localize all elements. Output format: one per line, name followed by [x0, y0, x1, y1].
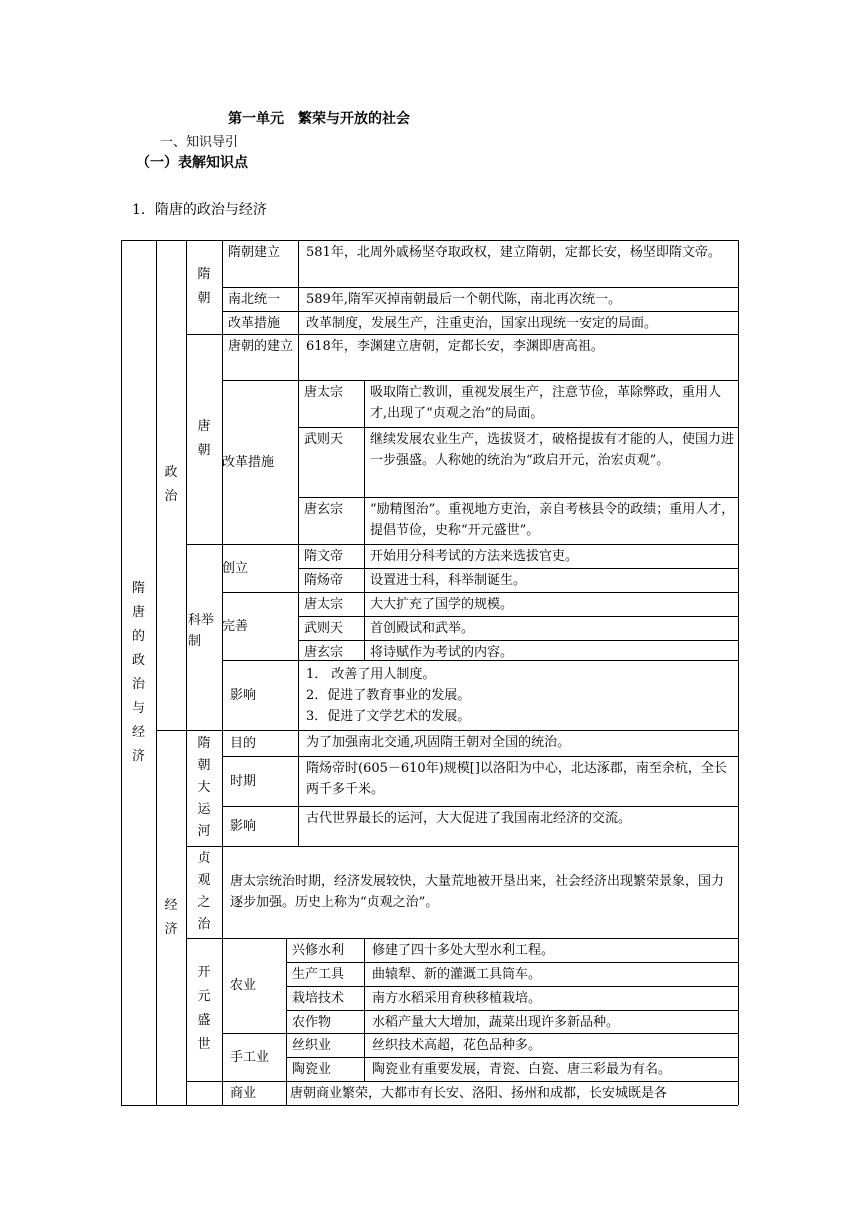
keju-create-text: 开始用分科考试的方法来选拔官吏。	[370, 549, 579, 564]
keju-improve-label: 完善	[222, 618, 249, 634]
keju-improve-who: 唐太宗	[304, 597, 344, 612]
root-label: 隋 唐 的 政 治 与 经 济	[131, 580, 145, 764]
canal-row-label: 目的	[230, 735, 257, 751]
zhenguan-label: 贞 观 之 治	[197, 851, 211, 932]
table-rule	[222, 806, 738, 807]
table-rule	[298, 616, 738, 617]
agri-key: 生产工具	[292, 967, 345, 982]
craft-text: 陶瓷业有重要发展，青瓷、白瓷、唐三彩最为有名。	[372, 1062, 672, 1077]
commerce-label: 商业	[230, 1086, 257, 1101]
zhenguan-text: 唐太宗统治时期，经济发展较快，大量荒地被开垦出来，社会经济出现繁荣景象，国力逐步加强。历史上称为“贞观之治”。	[230, 874, 725, 910]
canal-row-text: 隋炀帝时(605－610年)规模[]以洛阳为中心，北达涿郡，南至余杭，全长两千多千米。	[306, 761, 727, 797]
table-rule	[286, 1057, 738, 1058]
sui-row-label: 南北统一	[228, 292, 281, 307]
keju-create-who: 隋文帝	[304, 549, 344, 564]
agri-text: 南方水稻采用育秧移植栽培。	[372, 991, 542, 1006]
tang-reform-text: 继续发展农业生产，选拔贤才，破格提拔有才能的人，使国力进一步强盛。人称她的统治为“政启开元，治宏贞观”。	[370, 432, 735, 468]
table-rule	[298, 334, 299, 380]
agri-label: 农业	[230, 977, 257, 993]
kaiyuan-label: 开 元 盛 世	[197, 965, 211, 1052]
tang-reform-text: 吸取隋亡教训，重视发展生产，注意节俭，革除弊政，重用人才,出现了“贞观之治”的局面。	[370, 385, 722, 421]
tang-label: 唐 朝	[197, 419, 211, 458]
agri-text: 修建了四十多处大型水利工程。	[372, 943, 555, 958]
canal-label: 隋 朝 大 运 河	[197, 736, 211, 839]
tang-reform-who: 唐太宗	[304, 385, 344, 400]
keju-effect-label: 影响	[230, 687, 257, 703]
subsection-heading: （一）表解知识点	[136, 155, 248, 171]
keju-effect-item: 2．促进了教育事业的发展。	[306, 688, 471, 703]
table-rule	[298, 427, 738, 428]
agri-text: 水稻产量大大增加，蔬菜出现许多新品种。	[372, 1015, 620, 1030]
tang-reform-text: “励精图治”。重视地方吏治，亲自考核县令的政绩；重用人才，提倡节俭，史称“开元盛世”。	[370, 502, 735, 538]
tang-reform-who: 唐玄宗	[304, 502, 344, 517]
tang-reform-label: 改革措施	[222, 454, 275, 470]
craft-key: 丝织业	[292, 1038, 332, 1053]
table-rule	[298, 497, 738, 498]
sui-row-label: 隋朝建立	[228, 245, 281, 260]
agri-key: 兴修水利	[292, 943, 345, 958]
politics-label: 政 治	[164, 465, 178, 504]
table-rule	[286, 986, 738, 987]
keju-effect-item: 3．促进了文学艺术的发展。	[306, 709, 471, 724]
canal-row-text: 古代世界最长的运河，大大促进了我国南北经济的交流。	[306, 811, 632, 826]
table-rule	[222, 311, 738, 312]
table-rule	[286, 962, 738, 963]
keju-create-label: 创立	[222, 560, 249, 576]
keju-improve-text: 将诗赋作为考试的内容。	[370, 645, 514, 660]
tang-reform-who: 武则天	[304, 432, 344, 447]
keju-improve-who: 唐玄宗	[304, 645, 344, 660]
commerce-text: 唐朝商业繁荣，大都市有长安、洛阳、扬州和成都，长安城既是各	[290, 1086, 668, 1101]
table-rule	[298, 568, 738, 569]
sui-row-text: 589年,隋军灭掉南朝最后一个朝代陈，南北再次统一。	[306, 292, 621, 307]
keju-create-who: 隋炀帝	[304, 573, 344, 588]
keju-label: 科举制	[188, 613, 215, 649]
canal-row-label: 时期	[230, 773, 257, 789]
keju-effect-item: 1． 改善了用人制度。	[306, 667, 436, 682]
table-rule	[286, 1010, 738, 1011]
agri-key: 农作物	[292, 1015, 332, 1030]
craft-text: 丝织技术高超，花色品种多。	[372, 1038, 542, 1053]
table-rule	[222, 287, 738, 288]
craft-label: 手工业	[230, 1049, 270, 1065]
sui-row-text: 581年，北周外戚杨坚夺取政权，建立隋朝，定都长安，杨坚即隋文帝。	[306, 245, 721, 260]
tang-found-text: 618年，李渊建立唐朝，定都长安，李渊即唐高祖。	[306, 339, 604, 354]
page-title: 第一单元 繁荣与开放的社会	[228, 111, 410, 127]
table-rule	[298, 640, 738, 641]
table-rule	[121, 1105, 738, 1106]
economy-label: 经 济	[164, 897, 178, 937]
sui-row-text: 改革制度，发展生产，注重吏治，国家出现统一安定的局面。	[306, 316, 658, 331]
sui-row-label: 改革措施	[228, 316, 281, 331]
keju-create-text: 设置进士科，科举制诞生。	[370, 573, 527, 588]
canal-row-text: 为了加强南北交通,巩固隋王朝对全国的统治。	[306, 735, 571, 750]
table-rule	[222, 756, 738, 757]
table-rule	[222, 660, 738, 661]
craft-key: 陶瓷业	[292, 1062, 332, 1077]
table-caption: 1．隋唐的政治与经济	[132, 202, 267, 218]
sui-label: 隋 朝	[197, 267, 211, 306]
agri-key: 栽培技术	[292, 991, 345, 1006]
agri-text: 曲辕犁、新的灌溉工具筒车。	[372, 967, 542, 982]
keju-improve-text: 大大扩充了国学的规模。	[370, 597, 514, 612]
keju-improve-text: 首创殿试和武举。	[370, 621, 475, 636]
keju-improve-who: 武则天	[304, 621, 344, 636]
table-rule	[738, 240, 739, 1105]
section-heading: 一、知识导引	[160, 135, 239, 150]
canal-row-label: 影响	[230, 818, 257, 834]
tang-found-label: 唐朝的建立	[228, 339, 294, 354]
